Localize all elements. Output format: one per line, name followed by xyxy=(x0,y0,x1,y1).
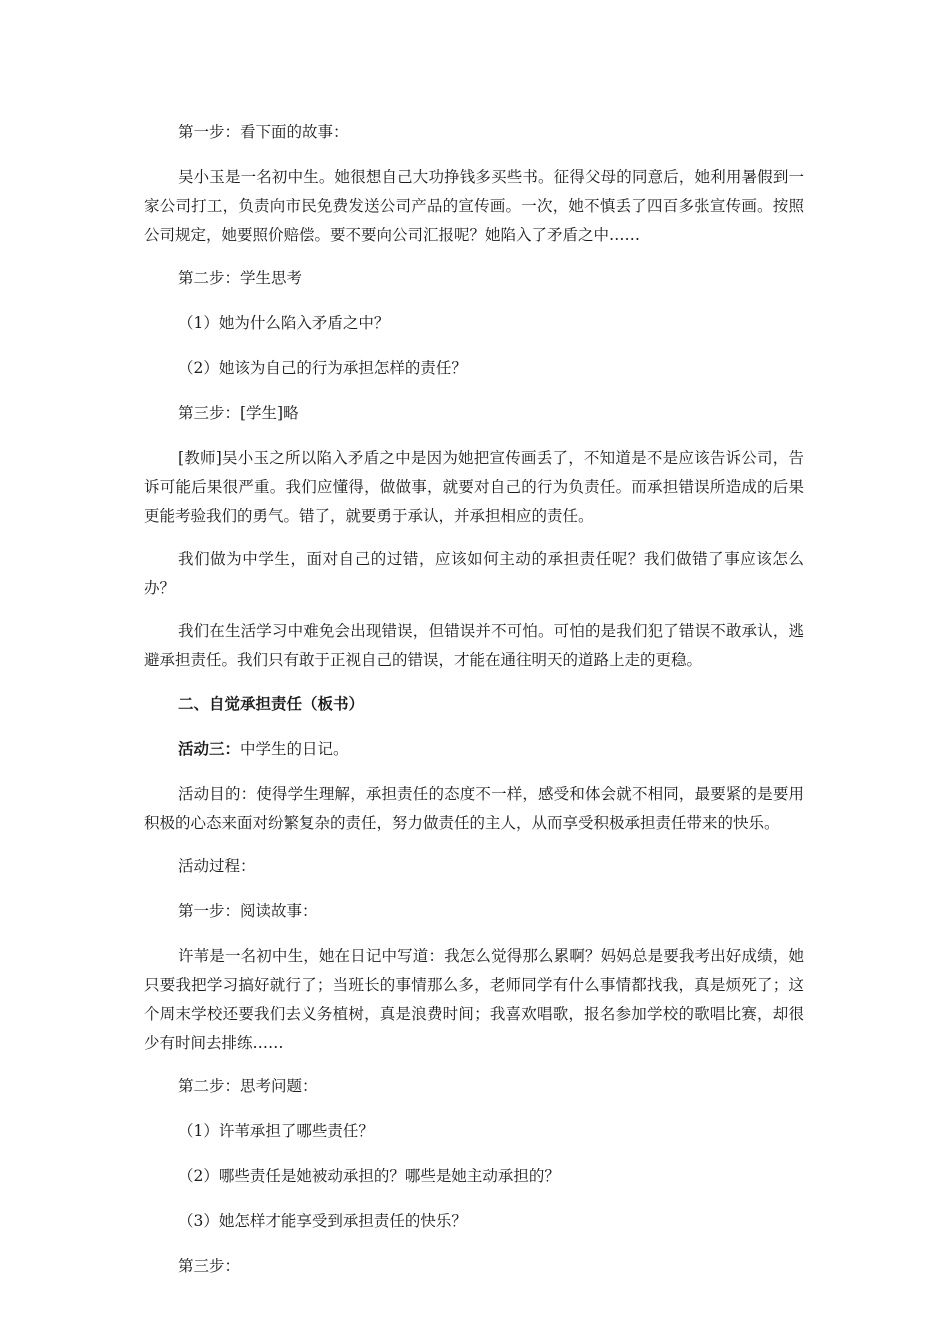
section-heading: 二、自觉承担责任（板书） xyxy=(178,694,365,713)
activity-goal: 活动目的：使得学生理解，承担责任的态度不一样，感受和体会就不相同，最要紧的是要用积极的心态来面对纷繁复杂的责任，努力做责任的主人，从而享受积极承担责任带来的快乐。 xyxy=(144,785,804,832)
activity3-title: 中学生的日记。 xyxy=(240,740,349,758)
think-question-2: （2）哪些责任是她被动承担的？哪些是她主动承担的？ xyxy=(178,1167,560,1185)
step3-heading: 第三步：[学生]略 xyxy=(178,404,299,422)
think-question-3: （3）她怎样才能享受到承担责任的快乐？ xyxy=(178,1212,467,1230)
answer-paragraph: 我们在生活学习中难免会出现错误，但错误并不可怕。可怕的是我们犯了错误不敢承认，逃避承担责任。我们只有敢于正视自己的错误，才能在通往明天的道路上走的更稳。 xyxy=(144,622,804,669)
step3-end: 第三步： xyxy=(178,1257,241,1275)
step1-heading: 第一步：看下面的故事： xyxy=(178,123,349,141)
step2-heading: 第二步：学生思考 xyxy=(178,269,303,287)
activity3-line xyxy=(144,734,804,764)
activity-process: 活动过程： xyxy=(178,857,256,875)
document-body xyxy=(144,118,804,1297)
teacher-remark: [教师]吴小玉之所以陷入矛盾之中是因为她把宣传画丢了，不知道是不是应该告诉公司，告诉可能后果很严重。我们应懂得，做做事，就要对自己的行为负责任。而承担错误所造成的后果更能考验我们的勇气。错了，就要勇于承认，并承担相应的责任。 xyxy=(144,449,804,525)
question-2: （2）她该为自己的行为承担怎样的责任？ xyxy=(178,359,467,377)
read-story-heading: 第一步：阅读故事： xyxy=(178,902,318,920)
question-1: （1）她为什么陷入矛盾之中？ xyxy=(178,314,390,332)
think-heading: 第二步：思考问题： xyxy=(178,1077,318,1095)
think-question-1: （1）许苇承担了哪些责任？ xyxy=(178,1122,374,1140)
story-paragraph: 吴小玉是一名初中生。她很想自己大功挣钱多买些书。征得父母的同意后，她利用暑假到一家公司打工，负责向市民免费发送公司产品的宣传画。一次，她不慎丢了四百多张宣传画。按照公司规定，她要照价赔偿。要不要向公司汇报呢？她陷入了矛盾之中…… xyxy=(144,168,804,244)
question-students: 我们做为中学生，面对自己的过错，应该如何主动的承担责任呢？我们做错了事应该怎么办？ xyxy=(144,550,804,597)
diary-story: 许苇是一名初中生，她在日记中写道：我怎么觉得那么累啊？妈妈总是要我考出好成绩，她只要我把学习搞好就行了；当班长的事情那么多，老师同学有什么事情都找我，真是烦死了；这个周末学校还要我们去义务植树，真是浪费时间；我喜欢唱歌，报名参加学校的歌唱比赛，却很少有时间去排练…… xyxy=(144,947,804,1052)
activity3-label: 活动三： xyxy=(178,739,241,758)
